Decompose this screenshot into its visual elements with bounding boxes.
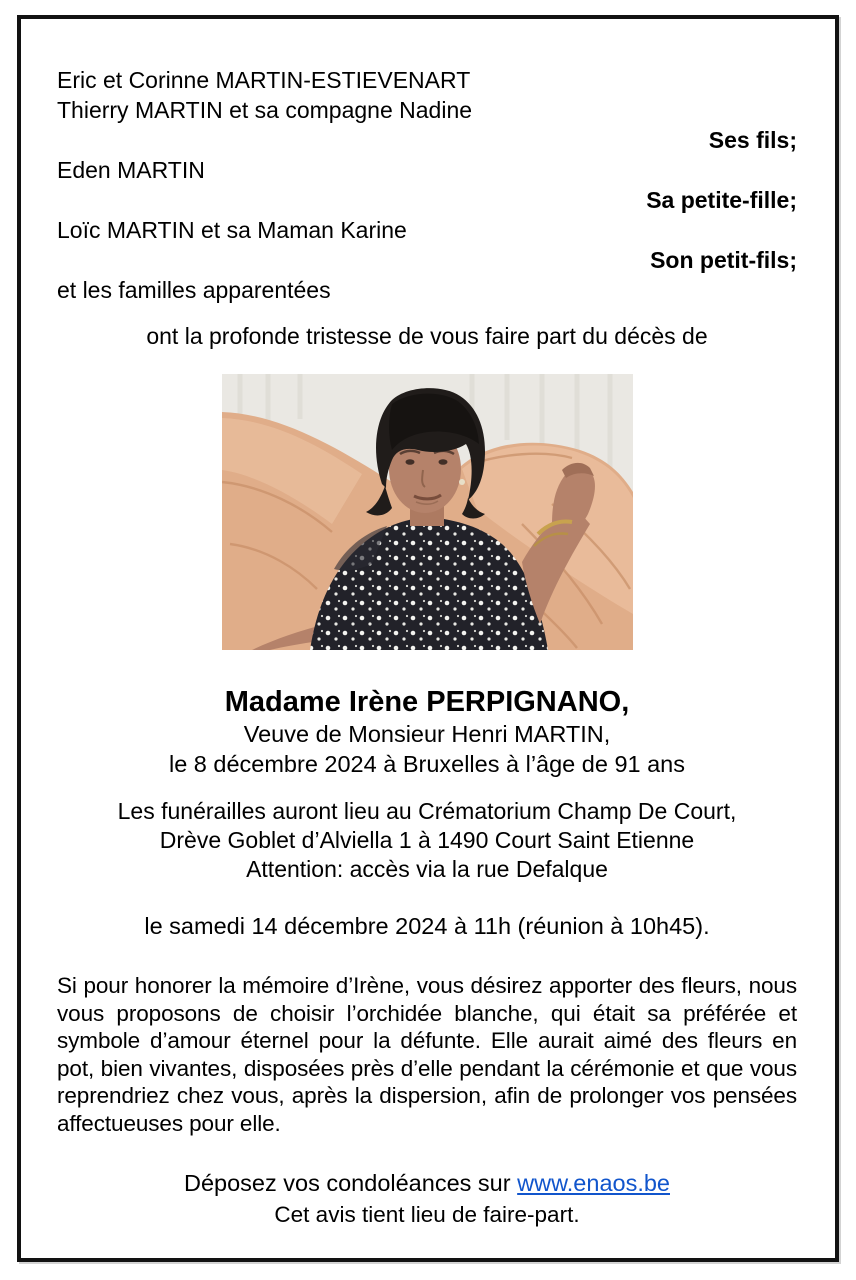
relation-label: Son petit-fils; <box>650 247 797 273</box>
flowers-paragraph: Si pour honorer la mémoire d’Irène, vous désirez apporter des fleurs, nous vous proposons de choisir l’orchidée blanche, qui était sa préférée et symbole d’amour éternel pour la défunte. Elle aurait aimé des fleurs en pot, bien vivantes, disposées près d’elle pendant la cérémonie et que vous reprendriez chez vous, après la dispersion, afin de prolonger vos pensées affectueuses pour elle. <box>57 973 797 1136</box>
funeral-access-line: Attention: accès via la rue Defalque <box>246 856 608 882</box>
condolences-text: Déposez vos condoléances sur <box>183 1169 511 1196</box>
deceased-widow-line: Veuve de Monsieur Henri MARTIN, <box>243 721 611 747</box>
funeral-block <box>57 797 797 884</box>
obituary-content <box>21 19 835 1230</box>
deceased-death-line: le 8 décembre 2024 à Bruxelles à l’âge de 91 ans <box>168 751 686 777</box>
funeral-location-line: Les funérailles auront lieu au Crématorium Champ De Court, <box>117 798 737 824</box>
obituary-card <box>17 15 839 1262</box>
announcer-line: Loïc MARTIN et sa Maman Karine <box>57 217 407 243</box>
announcer-line: Eden MARTIN <box>57 157 205 183</box>
condolences-link[interactable]: www.enaos.be <box>517 1169 670 1196</box>
deceased-name: Madame Irène PERPIGNANO, <box>224 686 630 718</box>
portrait-photo-illustration <box>222 374 633 650</box>
relation-label: Sa petite-fille; <box>646 187 797 213</box>
relation-label: Ses fils; <box>708 127 797 153</box>
announcer-line: et les familles apparentées <box>57 277 331 303</box>
funeral-address-line: Drève Goblet d’Alviella 1 à 1490 Court Saint Etienne <box>159 827 695 853</box>
ceremony-date-line: le samedi 14 décembre 2024 à 11h (réunion à 10h45). <box>144 913 710 939</box>
announcer-line: Thierry MARTIN et sa compagne Nadine <box>57 97 473 123</box>
footer-note: Cet avis tient lieu de faire-part. <box>274 1201 580 1227</box>
announcement-line: ont la profonde tristesse de vous faire part du décès de <box>146 323 708 349</box>
announcers-block <box>57 65 797 305</box>
portrait-photo <box>222 374 633 650</box>
announcer-line: Eric et Corinne MARTIN-ESTIEVENART <box>57 67 471 93</box>
condolences-line <box>57 1167 797 1200</box>
